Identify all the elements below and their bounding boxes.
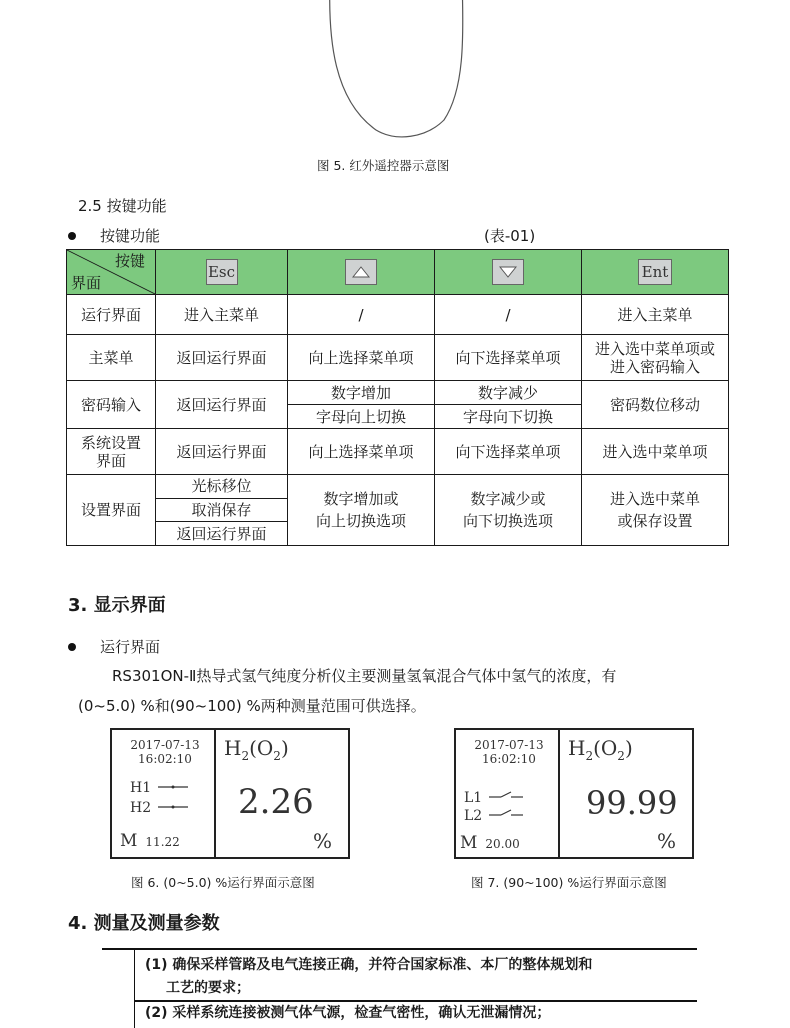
- mv-label: M: [460, 833, 478, 853]
- lcd-display-high-range: [454, 728, 694, 859]
- key-function-bullet: [68, 225, 160, 246]
- cell-ent: 进入选中菜单项或进入密码输入: [582, 335, 729, 381]
- cell-down-line-2: 字母向下切换: [435, 404, 581, 428]
- lcd-unit: %: [312, 829, 332, 853]
- section-3-paragraph-line-1: RS301ON-Ⅱ热导式氢气纯度分析仪主要测量氢氧混合气体中氢气的浓度，有: [112, 667, 617, 685]
- cell-up: [288, 381, 435, 429]
- header-down: [435, 250, 582, 295]
- cell-ent-line-1: 进入选中菜单: [609, 490, 700, 508]
- figure-6-caption: 图 6. (0~5.0) %运行界面示意图: [131, 875, 315, 890]
- cell-ent-line-2: 或保存设置: [617, 512, 693, 530]
- lcd-gas-formula: $H_2(O_2)$: [568, 736, 633, 763]
- cell-up-line-1: 数字增加或: [323, 490, 399, 508]
- lcd-time: 16:02:10: [138, 752, 192, 766]
- cell-esc: 返回运行界面: [156, 381, 288, 429]
- table-header-row: [67, 250, 729, 295]
- lcd-alarm-1: [130, 780, 190, 796]
- row-label-line-2: 界面: [95, 451, 126, 470]
- cell-down-line-2: 向下切换选项: [462, 512, 553, 530]
- section-2-5-heading: 2.5 按键功能: [78, 197, 167, 215]
- cell-ent: 密码数位移动: [582, 381, 729, 429]
- section-3-heading: 3. 显示界面: [68, 595, 166, 616]
- alarm-1-label: L1: [464, 790, 483, 806]
- cell-up: /: [288, 295, 435, 335]
- corner-screen-label: 界面: [71, 274, 102, 292]
- cell-down: 向下选择菜单项: [435, 429, 582, 475]
- lcd-left-panel: [112, 730, 216, 857]
- alarm-1-label: H1: [130, 780, 152, 796]
- cell-down-line-1: 数字减少: [477, 383, 538, 402]
- lcd-alarm-2: [464, 808, 525, 824]
- lcd-reading: 99.99: [586, 784, 678, 822]
- cell-ent: 进入主菜单: [582, 295, 729, 335]
- mv-value: 20.00: [485, 837, 520, 851]
- lcd-mv-readout: [120, 831, 180, 851]
- lcd-date: 2017-07-13: [474, 738, 544, 752]
- cell-esc: 返回运行界面: [156, 335, 288, 381]
- remote-control-illustration: [326, 0, 466, 140]
- row-label: [67, 429, 156, 475]
- row-label-line-1: 系统设置: [80, 433, 141, 452]
- bullet-label: 按键功能: [100, 227, 161, 245]
- enter-key-icon: Ent: [638, 259, 672, 285]
- table-row: [67, 475, 729, 546]
- row-label: 运行界面: [67, 295, 156, 335]
- cell-down: [435, 475, 582, 546]
- up-arrow-key-icon: [345, 259, 377, 285]
- requirement-1-line-2: 工艺的要求；: [166, 980, 250, 996]
- cell-down: /: [435, 295, 582, 335]
- mv-value: 11.22: [145, 835, 180, 849]
- lcd-date: 2017-07-13: [130, 738, 200, 752]
- table-row: [67, 295, 729, 335]
- table-number: (表-01): [484, 227, 536, 245]
- requirement-1-line-1: (1) 确保采样管路及电气连接正确，并符合国家标准、本厂的整体规划和: [145, 957, 593, 973]
- lcd-time: 16:02:10: [482, 752, 536, 766]
- down-arrow-key-icon: [492, 259, 524, 285]
- bullet-icon: [68, 643, 76, 651]
- cell-up-line-2: 向上切换选项: [315, 512, 406, 530]
- cell-esc: 进入主菜单: [156, 295, 288, 335]
- requirement-2: (2) 采样系统连接被测气体气源，检查气密性，确认无泄漏情况；: [145, 1005, 551, 1021]
- cell-ent: 进入选中菜单项: [582, 429, 729, 475]
- lcd-alarm-2: [130, 800, 190, 816]
- cell-esc: 返回运行界面: [156, 429, 288, 475]
- cell-down: [435, 381, 582, 429]
- cell-esc-line-1: 光标移位: [191, 477, 252, 496]
- cell-esc-line-3: 返回运行界面: [156, 521, 287, 545]
- switch-contact-icon: [487, 790, 525, 802]
- requirements-list: [134, 950, 697, 1028]
- cell-up-line-1: 数字增加: [330, 383, 391, 402]
- corner-key-label: 按键: [114, 252, 145, 270]
- lcd-reading: 2.26: [238, 782, 314, 822]
- esc-key-icon: Esc: [206, 259, 238, 285]
- cell-down: 向下选择菜单项: [435, 335, 582, 381]
- section-3-paragraph-line-2: (0~5.0) %和(90~100) %两种测量范围可供选择。: [78, 697, 426, 715]
- lcd-gas-formula: $H_2(O_2)$: [224, 736, 289, 763]
- mv-label: M: [120, 831, 138, 851]
- table-row: [67, 429, 729, 475]
- header-up: [288, 250, 435, 295]
- header-esc: [156, 250, 288, 295]
- cell-esc-line-2: 取消保存: [156, 498, 287, 522]
- bullet-icon: [68, 232, 76, 240]
- open-contact-icon: [156, 802, 190, 812]
- alarm-2-label: H2: [130, 800, 152, 816]
- figure-5-caption: 图 5. 红外遥控器示意图: [317, 158, 450, 173]
- alarm-2-label: L2: [464, 808, 483, 824]
- cell-down-line-1: 数字减少或: [470, 490, 546, 508]
- cell-esc: [156, 475, 288, 546]
- row-label: 密码输入: [67, 381, 156, 429]
- corner-header-cell: [67, 250, 156, 295]
- cell-ent: [582, 475, 729, 546]
- cell-up: 向上选择菜单项: [288, 335, 435, 381]
- switch-contact-icon: [487, 808, 525, 820]
- lcd-left-panel: [456, 730, 560, 857]
- key-function-table: [66, 249, 729, 546]
- cell-up: [288, 475, 435, 546]
- lcd-datetime: [120, 738, 210, 766]
- row-label: 主菜单: [67, 335, 156, 381]
- table-row: [67, 335, 729, 381]
- section-4-heading: 4. 测量及测量参数: [68, 913, 220, 934]
- lcd-datetime: [464, 738, 554, 766]
- bullet-label: 运行界面: [100, 638, 161, 656]
- run-screen-bullet: [68, 636, 160, 657]
- open-contact-icon: [156, 782, 190, 792]
- lcd-display-low-range: [110, 728, 350, 859]
- lcd-alarm-1: [464, 790, 525, 806]
- figure-7-caption: 图 7. (90~100) %运行界面示意图: [471, 875, 667, 890]
- header-ent: [582, 250, 729, 295]
- row-label: 设置界面: [67, 475, 156, 546]
- cell-up: 向上选择菜单项: [288, 429, 435, 475]
- table-row: [67, 381, 729, 429]
- cell-up-line-2: 字母向上切换: [288, 404, 434, 428]
- lcd-unit: %: [656, 829, 676, 853]
- lcd-mv-readout: [460, 833, 520, 853]
- requirements-box: [102, 948, 697, 1028]
